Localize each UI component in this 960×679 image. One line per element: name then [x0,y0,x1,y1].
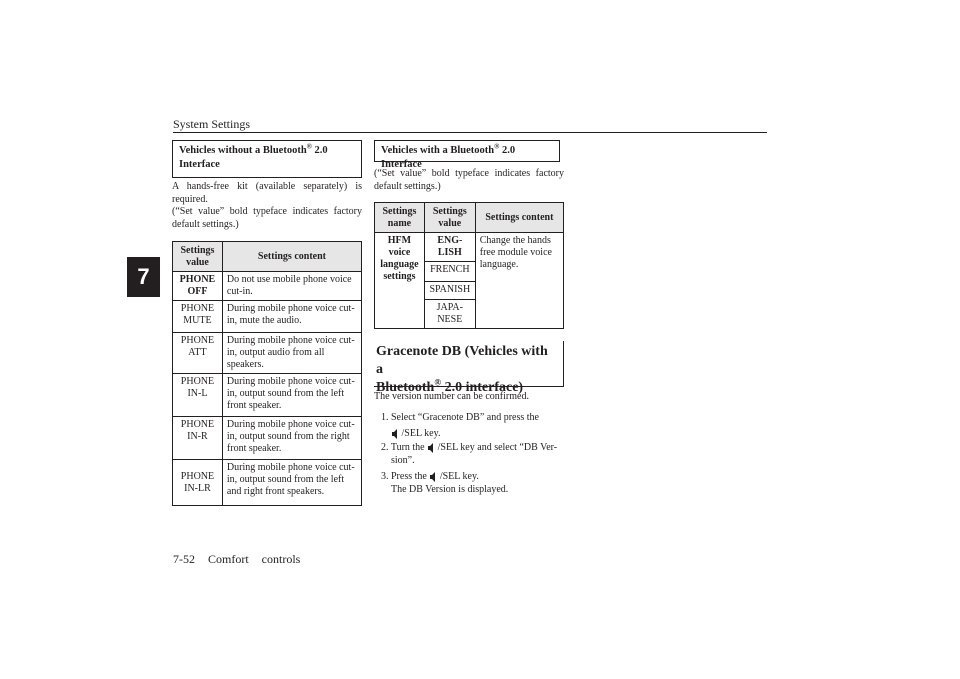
page-number: 7-52 [173,552,195,566]
left-heading-text-2: 2.0 Interface [179,145,328,170]
footer-section: Comfort controls [208,552,301,566]
right-heading-text-2: 2.0 Interface [381,145,516,170]
table-row [173,460,362,506]
left-section-heading [172,140,362,178]
step-1-line-2 [391,427,440,440]
setting-value: PHONE IN-LR [173,460,223,506]
page-header-title: System Settings [173,117,251,131]
right-para: (“Set value” bold typeface indicates factory default settings.) [374,168,564,192]
step-2-text-a: 2. Turn the [381,442,425,453]
step-1-key-label: /SEL key. [401,428,441,439]
table-row [173,301,362,333]
volume-key-icon [429,472,437,482]
setting-value: ENG-LISH [424,233,475,262]
setting-value: PHONE ATT [173,333,223,374]
setting-value: PHONE IN-R [173,417,223,460]
step-3-line-2: The DB Version is displayed. [391,484,509,495]
gracenote-intro: The version number can be confirmed. [374,391,529,402]
step-3-text-b: /SEL key. [439,471,479,482]
left-heading-reg: ® [306,142,312,151]
left-para-1: A hands-free kit (available separately) is required. [172,181,362,205]
table-header-settings-value: Settings value [424,203,475,233]
volume-key-icon [391,429,399,439]
setting-value: FRENCH [424,262,475,282]
setting-value: PHONE OFF [173,272,223,301]
step-3-text-a: 3. Press the [381,471,427,482]
setting-value: PHONE IN-L [173,374,223,417]
setting-content: Change the hands free module voice language. [475,233,563,329]
step-2-line-1 [381,441,557,454]
left-heading-text: Vehicles without a Bluetooth [179,145,307,156]
right-heading-text: Vehicles with a Bluetooth [381,145,495,156]
language-settings-table [374,202,564,329]
left-settings-table [172,241,362,506]
table-row [173,417,362,460]
setting-content: During mobile phone voice cut-in, mute the audio. [222,301,361,333]
setting-value: PHONE MUTE [173,301,223,333]
page-footer [173,552,300,567]
step-1-line-1: 1. Select “Gracenote DB” and press the [381,412,539,423]
gracenote-heading-line-2b: 2.0 interface) [441,380,524,395]
table-row [173,333,362,374]
volume-key-icon [427,443,435,453]
gracenote-heading-line-2: Bluetooth [376,380,435,395]
table-header-settings-content: Settings content [222,242,361,272]
table-header-settings-content: Settings content [475,203,563,233]
table-header-settings-name: Settings name [375,203,425,233]
gracenote-heading-reg: ® [434,377,442,388]
step-3-line-1 [381,470,479,483]
setting-value: JAPA-NESE [424,300,475,329]
table-row [173,272,362,301]
right-section-heading [374,140,560,170]
setting-name: HFM voice language settings [375,233,425,329]
step-2-line-2: sion”. [391,455,415,466]
setting-value: SPANISH [424,282,475,300]
table-row [375,233,564,262]
left-para-2: (“Set value” bold typeface indicates factory default settings.) [172,206,362,230]
setting-content: During mobile phone voice cut-in, output sound from the left and right front speakers. [222,460,361,506]
setting-content: Do not use mobile phone voice cut-in. [222,272,361,301]
header-rule [173,132,767,133]
gracenote-heading [374,341,564,395]
step-2-text-b: /SEL key and select “DB Ver- [437,442,558,453]
table-row [173,374,362,417]
table-header-settings-value: Settings value [173,242,223,272]
setting-content: During mobile phone voice cut-in, output sound from the left front speaker. [222,374,361,417]
setting-content: During mobile phone voice cut-in, output sound from the right front speaker. [222,417,361,460]
setting-content: During mobile phone voice cut-in, output audio from all speakers. [222,333,361,374]
chapter-tab: 7 [127,257,160,297]
gracenote-heading-line-1: Gracenote DB (Vehicles with a [376,344,548,377]
right-heading-reg: ® [494,142,500,151]
